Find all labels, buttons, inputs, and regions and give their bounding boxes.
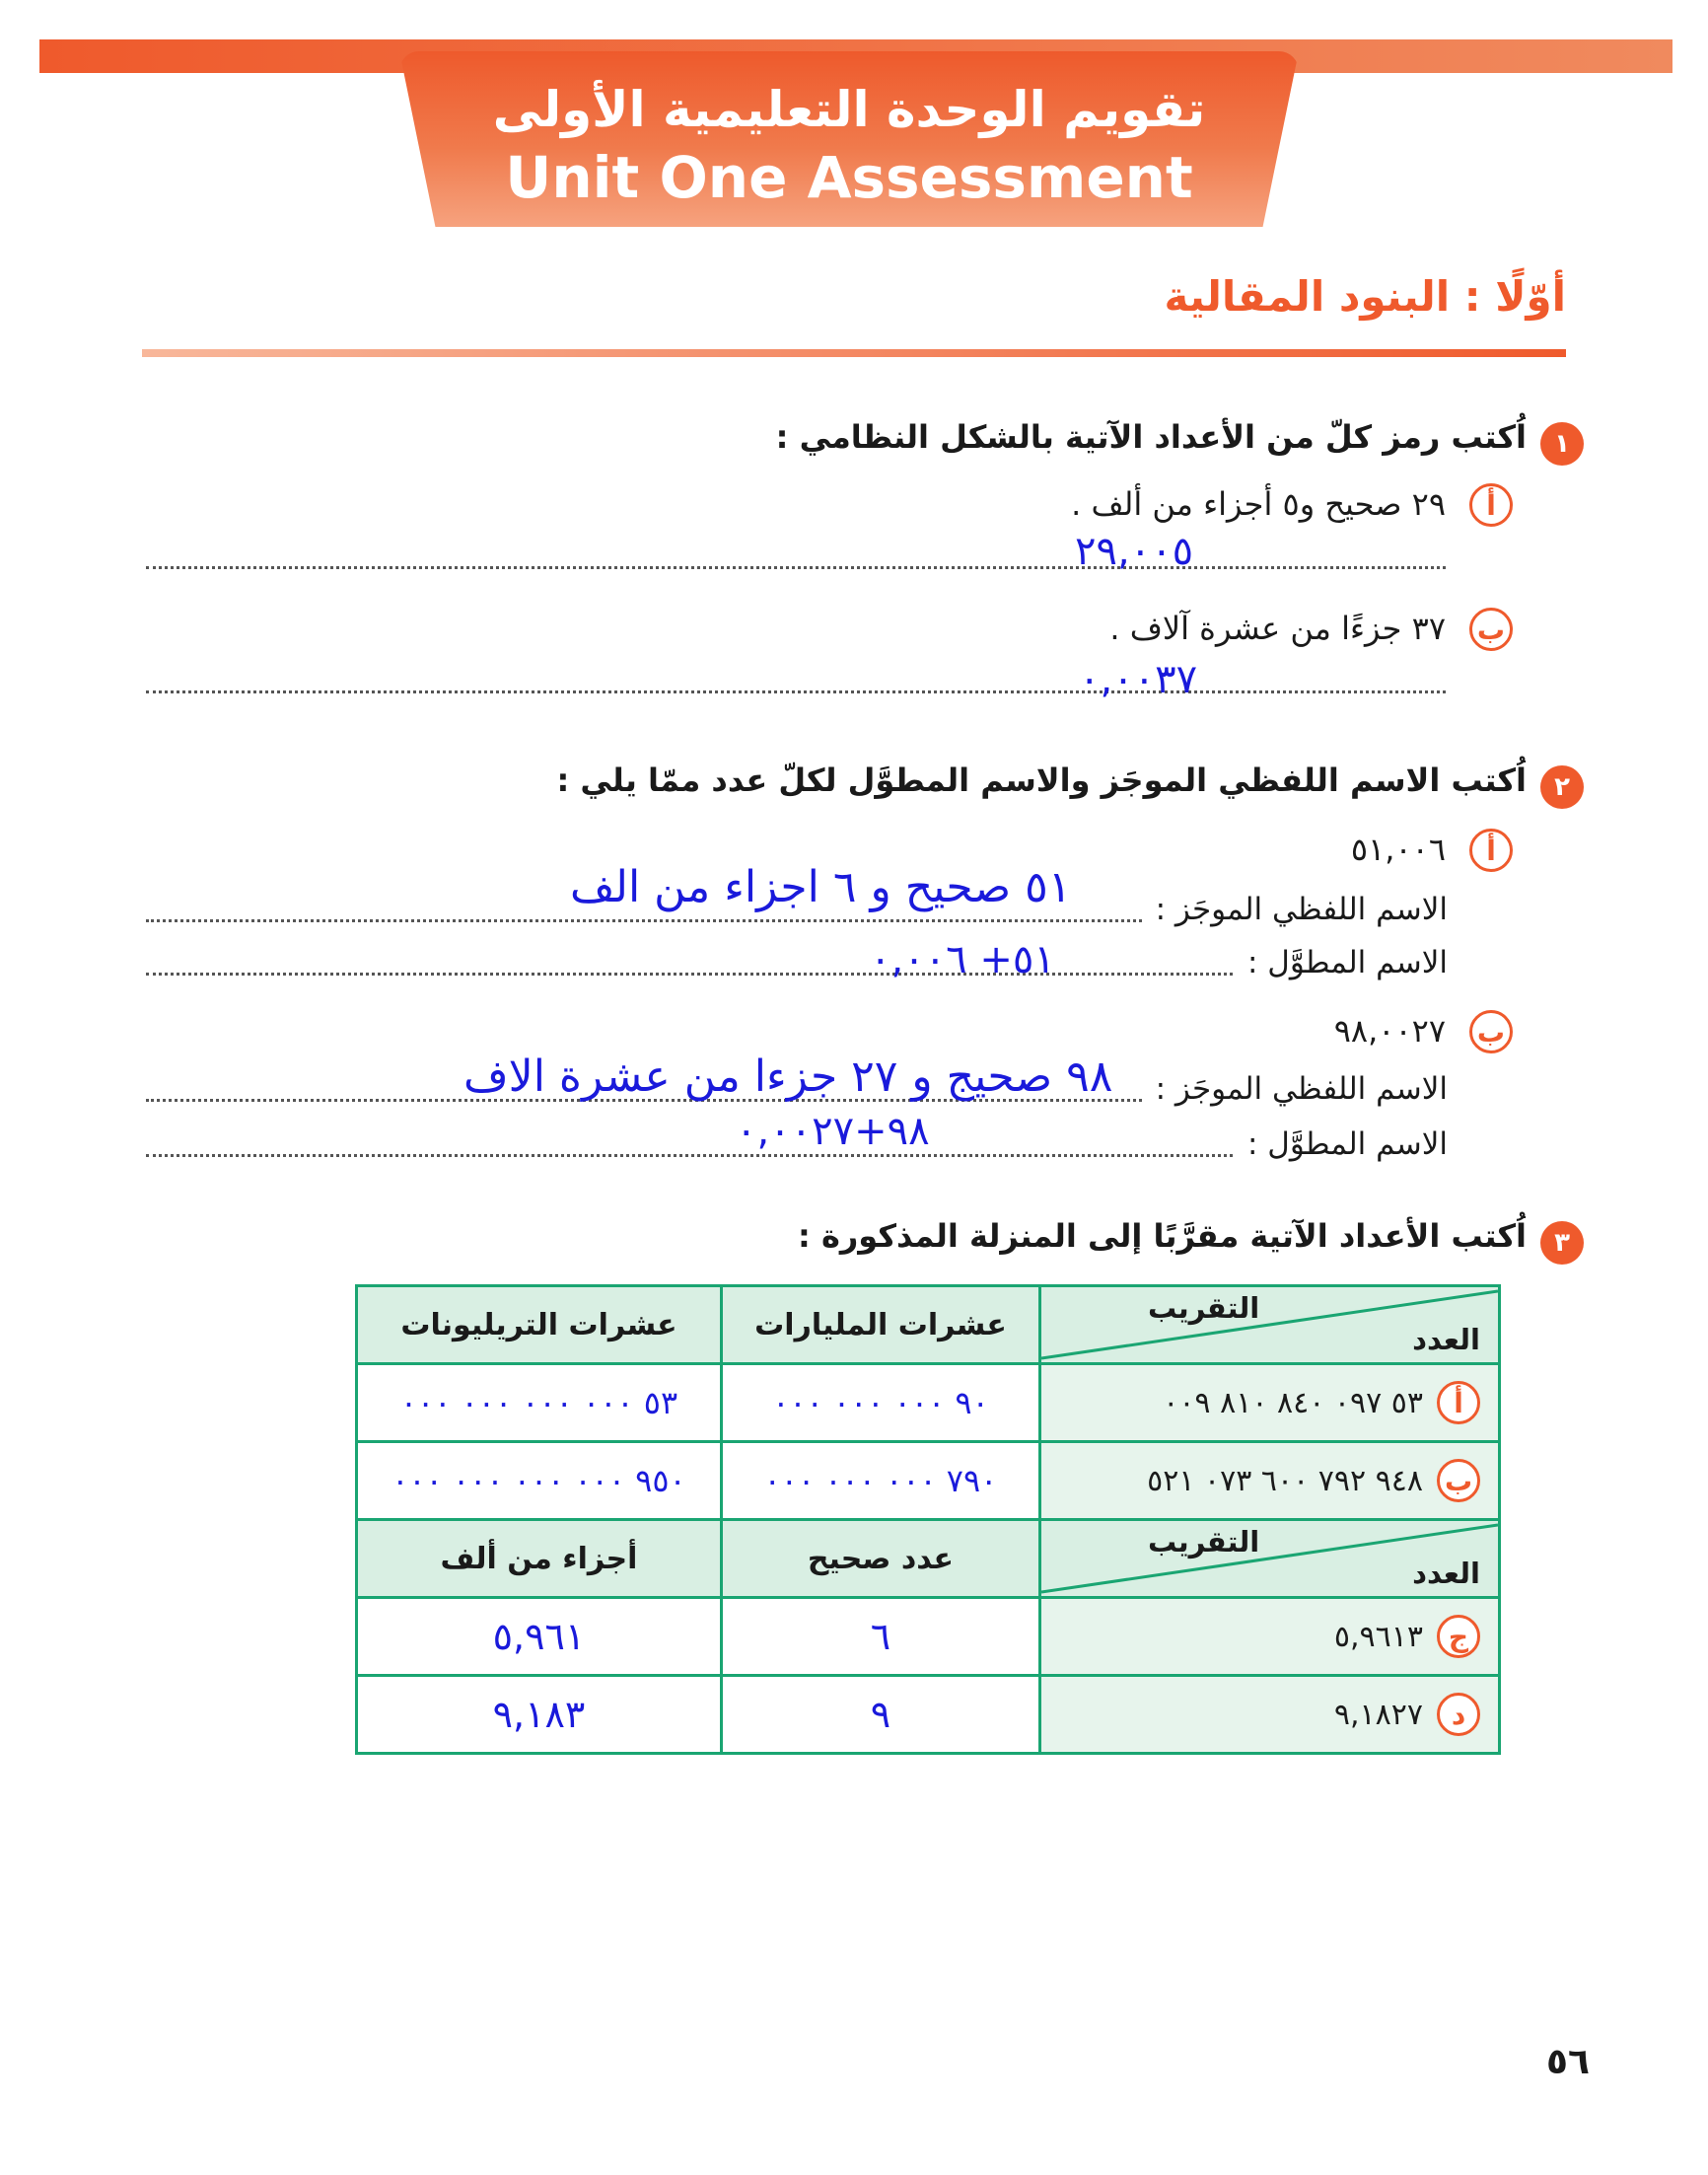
table-row xyxy=(357,1364,1500,1442)
q2-item-a-long-answer: ٥١+ ٠,٠٠٦ xyxy=(870,937,1055,982)
header-whole-number: عدد صحيح xyxy=(721,1520,1039,1598)
q2-item-a-number: ٥١,٠٠٦ xyxy=(1350,831,1446,868)
table-row xyxy=(357,1442,1500,1520)
row-b-number-cell xyxy=(1040,1442,1500,1520)
row-c-answer-thousandths: ٥,٩٦١ xyxy=(357,1598,722,1676)
q1-item-b-text: ٣٧ جزءًا من عشرة آلاف . xyxy=(1109,610,1446,647)
table-row xyxy=(357,1676,1500,1754)
q2-item-b-short-answer: ٩٨ صحيج و ٢٧ جزءا من عشرة الاف xyxy=(463,1051,1113,1102)
table-row xyxy=(357,1598,1500,1676)
question-1-number: ١ xyxy=(1540,422,1584,466)
q2-item-b-short-label: الاسم اللفظي الموجَز : xyxy=(1155,1071,1448,1107)
header-tens-billions: عشرات المليارات xyxy=(721,1286,1039,1364)
diag-label-rounding-2: التقريب xyxy=(1148,1525,1260,1559)
row-b-answer-trillions: ٩٥٠ ٠٠٠ ٠٠٠ ٠٠٠ ٠٠٠ xyxy=(357,1442,722,1520)
q1-item-b-answer-line xyxy=(146,690,1446,693)
table-header-row-1 xyxy=(357,1286,1500,1364)
row-b-number: ٩٤٨ ٧٩٢ ٦٠٠ ٠٧٣ ٥٢١ xyxy=(1147,1463,1423,1498)
row-d-letter: د xyxy=(1437,1693,1480,1736)
table-header-row-2 xyxy=(357,1520,1500,1598)
row-a-number: ٥٣ ٠٩٧ ٨٤٠ ٨١٠ ٠٠٩ xyxy=(1163,1385,1423,1420)
rounding-table xyxy=(355,1284,1501,1755)
row-b-letter: ب xyxy=(1437,1459,1480,1502)
section-divider xyxy=(142,349,1566,357)
row-a-answer-trillions: ٥٣ ٠٠٠ ٠٠٠ ٠٠٠ ٠٠٠ xyxy=(357,1364,722,1442)
q2-item-a-short-line xyxy=(146,919,1142,922)
question-1-prompt: اُكتب رمز كلّ من الأعداد الآتية بالشكل النظامي : xyxy=(775,418,1527,456)
page-number: ٥٦ xyxy=(1546,2042,1590,2082)
question-2-number: ٢ xyxy=(1540,765,1584,809)
row-c-answer-whole: ٦ xyxy=(721,1598,1039,1676)
q1-item-a-text: ٢٩ صحيح و٥ أجزاء من ألف . xyxy=(1071,485,1446,523)
q1-item-a-answer: ٢٩,٠٠٥ xyxy=(1075,529,1194,574)
q2-item-a-short-label: الاسم اللفظي الموجَز : xyxy=(1155,892,1448,927)
row-d-number-cell xyxy=(1040,1676,1500,1754)
q1-item-a-answer-line xyxy=(146,566,1446,569)
diagonal-header-cell-2 xyxy=(1040,1520,1500,1598)
q1-item-b-letter: ب xyxy=(1469,608,1513,651)
row-d-answer-thousandths: ٩,١٨٣ xyxy=(357,1676,722,1754)
row-c-number-cell xyxy=(1040,1598,1500,1676)
header-tens-trillions: عشرات التريليونات xyxy=(357,1286,722,1364)
q2-item-a-long-label: الاسم المطوَّل : xyxy=(1247,945,1448,980)
q2-item-a-short-answer: ٥١ صحيح و ٦ اجزاء من الف xyxy=(570,862,1072,912)
q2-item-b-number: ٩٨,٠٠٢٧ xyxy=(1333,1012,1446,1050)
q2-item-a-long-line xyxy=(146,973,1233,976)
row-a-number-cell xyxy=(1040,1364,1500,1442)
q1-item-a-letter: أ xyxy=(1469,483,1513,527)
row-d-answer-whole: ٩ xyxy=(721,1676,1039,1754)
q2-item-b-long-answer: ٩٨+٠,٠٠٢٧ xyxy=(736,1109,930,1154)
diag-label-number: العدد xyxy=(1412,1323,1480,1356)
diag-label-rounding: التقريب xyxy=(1148,1291,1260,1325)
q2-item-b-long-label: الاسم المطوَّل : xyxy=(1247,1126,1448,1162)
row-a-letter: أ xyxy=(1437,1381,1480,1424)
row-c-letter: ج xyxy=(1437,1615,1480,1658)
row-a-answer-billions: ٩٠ ٠٠٠ ٠٠٠ ٠٠٠ xyxy=(721,1364,1039,1442)
row-b-answer-billions: ٧٩٠ ٠٠٠ ٠٠٠ ٠٠٠ xyxy=(721,1442,1039,1520)
title-english: Unit One Assessment xyxy=(505,144,1193,211)
q2-item-a-letter: أ xyxy=(1469,829,1513,872)
section-title: أوّلًا : البنود المقالية xyxy=(1164,272,1566,321)
question-3-number: ٣ xyxy=(1540,1221,1584,1265)
row-c-number: ٥,٩٦١٣ xyxy=(1333,1619,1423,1654)
title-arabic: تقويم الوحدة التعليمية الأولى xyxy=(492,81,1206,138)
header-thousandths: أجزاء من ألف xyxy=(357,1520,722,1598)
q2-item-b-letter: ب xyxy=(1469,1010,1513,1053)
question-3-prompt: اُكتب الأعداد الآتية مقرَّبًا إلى المنزلة المذكورة : xyxy=(798,1217,1527,1255)
diag-label-number-2: العدد xyxy=(1412,1557,1480,1590)
question-2-prompt: اُكتب الاسم اللفظي الموجَز والاسم المطوَّل لكلّ عدد ممّا يلي : xyxy=(556,761,1527,799)
q1-item-b-answer: ٠,٠٠٣٧ xyxy=(1079,657,1198,702)
row-d-number: ٩,١٨٢٧ xyxy=(1333,1697,1423,1732)
diagonal-header-cell xyxy=(1040,1286,1500,1364)
q2-item-b-long-line xyxy=(146,1154,1233,1157)
